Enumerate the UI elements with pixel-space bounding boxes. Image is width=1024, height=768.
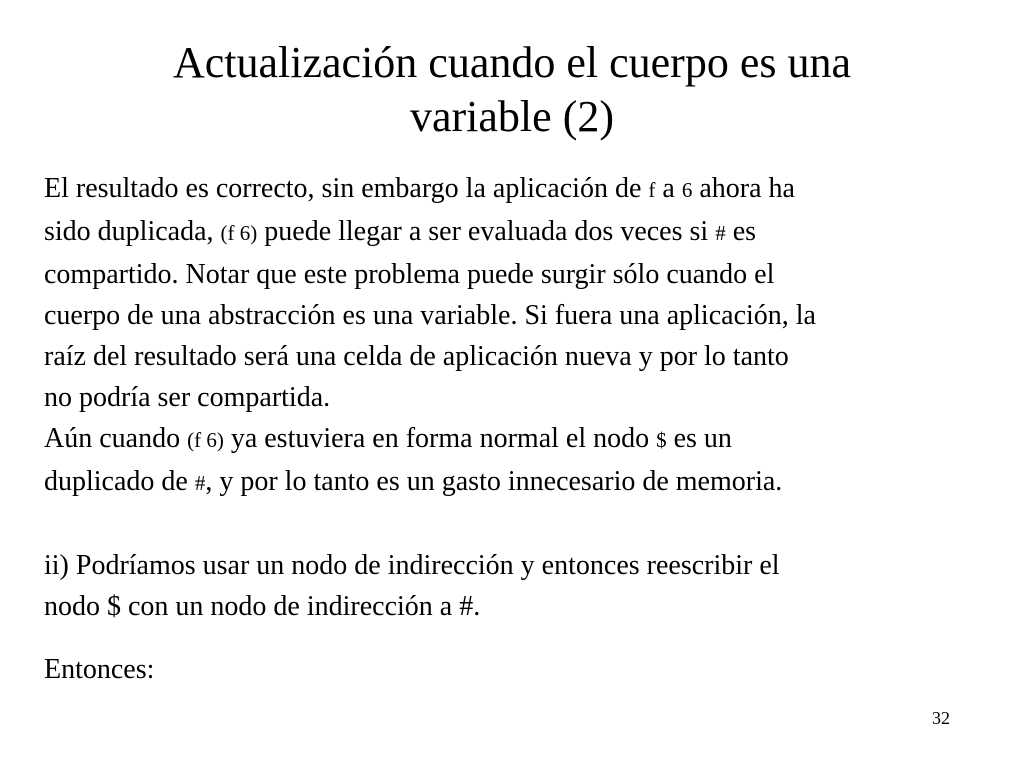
page-number: 32 bbox=[932, 708, 950, 728]
p1-line1-text-c: ahora ha bbox=[692, 173, 795, 204]
p1-line2-text-c: es bbox=[725, 216, 757, 247]
p1-line2-text-b: puede llegar a ser evaluada dos veces si bbox=[257, 216, 716, 247]
p2-line1-text-b: ya estuviera en forma normal el nodo bbox=[223, 423, 657, 454]
p1-line4: cuerpo de una abstracción es una variable. Si fuera una aplicación, la bbox=[44, 300, 816, 331]
p1-line2-text-a: sido duplicada, bbox=[44, 216, 221, 247]
p1-line1-f: f bbox=[648, 178, 656, 202]
blank-line bbox=[44, 504, 994, 545]
p2-line2-hash: # bbox=[194, 471, 206, 495]
p3-line2: nodo $ con un nodo de indirección a #. bbox=[44, 591, 481, 622]
p2-line1-text-c: es un bbox=[666, 423, 732, 454]
slide-body bbox=[44, 168, 994, 690]
p2-line2-text-b: , y por lo tanto es un gasto innecesario de memoria. bbox=[205, 466, 783, 497]
title-line-2: variable (2) bbox=[410, 92, 614, 141]
p1-line2-hash: # bbox=[715, 221, 726, 245]
paragraph-4: Entonces: bbox=[44, 654, 155, 685]
title-line-1: Actualización cuando el cuerpo es una bbox=[172, 38, 852, 87]
p2-line2-text-a: duplicado de bbox=[44, 466, 195, 497]
paragraph-2 bbox=[44, 418, 994, 504]
p2-line1-dollar: $ bbox=[656, 428, 667, 452]
p1-line1-six: 6 bbox=[681, 178, 693, 202]
paragraph-3 bbox=[44, 545, 994, 627]
p1-line2-f6: (f 6) bbox=[220, 221, 258, 245]
paragraph-spacer bbox=[44, 627, 994, 649]
p2-line1-text-a: Aún cuando bbox=[44, 423, 188, 454]
p1-line5: raíz del resultado será una celda de aplicación nueva y por lo tanto bbox=[44, 341, 789, 372]
p1-line1-text-a: El resultado es correcto, sin embargo la aplicación de bbox=[44, 173, 649, 204]
p1-line1-text-b: a bbox=[655, 173, 682, 204]
slide-title bbox=[60, 36, 964, 144]
p1-line3: compartido. Notar que este problema puede surgir sólo cuando el bbox=[44, 259, 775, 290]
paragraph-1 bbox=[44, 168, 994, 418]
p3-line1: ii) Podríamos usar un nodo de indirección y entonces reescribir el bbox=[44, 550, 780, 581]
p1-line6: no podría ser compartida. bbox=[44, 382, 331, 413]
p2-line1-f6: (f 6) bbox=[187, 428, 224, 452]
